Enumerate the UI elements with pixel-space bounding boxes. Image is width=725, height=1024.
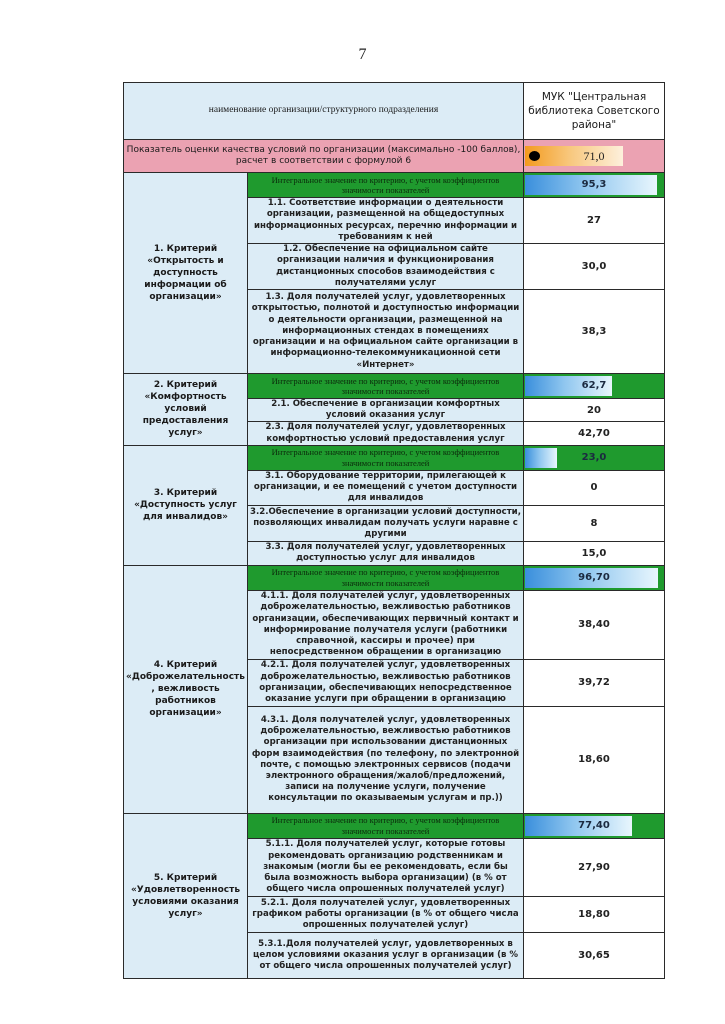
- criterion-2-integral-label: Интегральное значение по критерию, с учетом коэффициентов значимости показателей: [248, 374, 524, 399]
- indicator-4-1-1-value: 38,40: [524, 590, 665, 659]
- criterion-3-integral-label: Интегральное значение по критерию, с учетом коэффициентов значимости показателей: [248, 445, 524, 470]
- indicator-5-2-1-label: 5.2.1. Доля получателей услуг, удовлетворенных графиком работы организации (в % от общего числа опрошенных получателей услуг): [248, 896, 524, 932]
- criterion-1-name: 1. Критерий «Открытость и доступность информации об организации»: [124, 173, 248, 374]
- header-organization: МУК "Центральная библиотека Советского района": [524, 83, 665, 140]
- indicator-4-3-1-value: 18,60: [524, 706, 665, 813]
- page-number: 7: [358, 46, 367, 63]
- criterion-1-integral-label: Интегральное значение по критерию, с учетом коэффициентов значимости показателей: [248, 173, 524, 198]
- indicator-1-3-value: 38,3: [524, 290, 665, 374]
- indicator-3-1-value: 0: [524, 470, 665, 505]
- criterion-1-integral-cell: [524, 173, 665, 198]
- indicator-1-3-label: 1.3. Доля получателей услуг, удовлетворенных открытостью, полнотой и доступностью информации о деятельности организации, размещенной на информационных стендах в помещениях организации и на официальном сайте организации в информационно-телекоммуникационной сети «Интернет»: [248, 290, 524, 374]
- criterion-5-integral-value: 77,40: [578, 819, 610, 831]
- criterion-2-integral-row: [124, 374, 665, 399]
- indicator-4-3-1-label: 4.3.1. Доля получателей услуг, удовлетворенных доброжелательностью, вежливостью работников организации при использовании дистанционных форм взаимодействия (по телефону, по электронной почте, с помощью электронных сервисов (подачи электронного обращения/жалоб/предложений, записи на получение услуги, получение консультации по оказываемым услугам и пр.)): [248, 706, 524, 813]
- indicator-5-3-1-label: 5.3.1.Доля получателей услуг, удовлетворенных в целом условиями оказания услуг в организации (в % от общего числа опрошенных получателей услуг): [248, 932, 524, 978]
- indicator-1-2-value: 30,0: [524, 244, 665, 290]
- criterion-3-name: 3. Критерий «Доступность услуг для инвалидов»: [124, 445, 248, 565]
- indicator-3-2-label: 3.2.Обеспечение в организации условий доступности, позволяющих инвалидам получать услуги наравне с другими: [248, 505, 524, 541]
- indicator-3-1-label: 3.1. Оборудование территории, прилегающей к организации, и ее помещений с учетом доступности для инвалидов: [248, 470, 524, 505]
- quality-assessment-table: [123, 82, 665, 979]
- indicator-2-1-label: 2.1. Обеспечение в организации комфортных условий оказания услуг: [248, 399, 524, 422]
- indicator-5-3-1-value: 30,65: [524, 932, 665, 978]
- total-score-row: [124, 140, 665, 173]
- criterion-3-integral-row: [124, 445, 665, 470]
- criterion-1-integral-row: [124, 173, 665, 198]
- indicator-2-1-value: 20: [524, 399, 665, 422]
- indicator-5-2-1-value: 18,80: [524, 896, 665, 932]
- indicator-2-3-label: 2.3. Доля получателей услуг, удовлетворенных комфортностью условий предоставления услуг: [248, 422, 524, 445]
- indicator-5-1-1-value: 27,90: [524, 838, 665, 896]
- criterion-4-name: 4. Критерий «Доброжелательность , вежливость работников организации»: [124, 565, 248, 813]
- criterion-2-integral-value: 62,7: [581, 380, 607, 391]
- criterion-5-integral-row: [124, 813, 665, 838]
- indicator-3-3-value: 15,0: [524, 541, 665, 565]
- criterion-4-integral-row: [124, 565, 665, 590]
- criterion-4-integral-value: 96,70: [578, 571, 610, 583]
- criterion-2-name: 2. Критерий «Комфортность условий предоставления услуг»: [124, 374, 248, 446]
- indicator-1-2-label: 1.2. Обеспечение на официальном сайте организации наличия и функционирования дистанционных способов взаимодействия с получателями услуг: [248, 244, 524, 290]
- criterion-3-integral-cell: [524, 445, 665, 470]
- header-org-name-label: наименование организации/структурного подразделения: [124, 83, 524, 140]
- indicator-2-3-value: 42,70: [524, 422, 665, 445]
- total-score-value: 71,0: [583, 149, 605, 163]
- indicator-5-1-1-label: 5.1.1. Доля получателей услуг, которые готовы рекомендовать организацию родственникам и знакомым (могли бы ее рекомендовать, если бы была возможность выбора организации) (в % от общего числа опрошенных получателей услуг): [248, 838, 524, 896]
- indicator-1-1-value: 27: [524, 198, 665, 244]
- indicator-3-3-label: 3.3. Доля получателей услуг, удовлетворенных доступностью услуг для инвалидов: [248, 541, 524, 565]
- criterion-5-name: 5. Критерий «Удовлетворенность условиями оказания услуг»: [124, 813, 248, 978]
- criterion-4-integral-cell: [524, 565, 665, 590]
- total-score-cell: [524, 140, 665, 173]
- criterion-1-integral-value: 95,3: [581, 179, 607, 190]
- indicator-4-1-1-label: 4.1.1. Доля получателей услуг, удовлетворенных доброжелательностью, вежливостью работников организации, обеспечивающих первичный контакт и информирование получателя услуги (работники справочной, кассиры и прочее) при непосредственном обращении в организацию: [248, 590, 524, 659]
- total-score-label: Показатель оценки качества условий по организации (максимально -100 баллов), расчет в соответствии с формулой 6: [124, 140, 524, 173]
- header-row: [124, 83, 665, 140]
- criterion-2-integral-cell: [524, 374, 665, 399]
- criterion-4-integral-label: Интегральное значение по критерию, с учетом коэффициентов значимости показателей: [248, 565, 524, 590]
- criterion-5-integral-cell: [524, 813, 665, 838]
- criterion-5-integral-label: Интегральное значение по критерию, с учетом коэффициентов значимости показателей: [248, 813, 524, 838]
- indicator-4-2-1-value: 39,72: [524, 659, 665, 706]
- indicator-4-2-1-label: 4.2.1. Доля получателей услуг, удовлетворенных доброжелательностью, вежливостью работников организации, обеспечивающих непосредственное оказание услуги при обращении в организацию: [248, 659, 524, 706]
- indicator-1-1-label: 1.1. Соответствие информации о деятельности организации, размещенной на общедоступных информационных ресурсах, перечню информации и требованиям к ней: [248, 198, 524, 244]
- indicator-3-2-value: 8: [524, 505, 665, 541]
- criterion-3-integral-value: 23,0: [581, 451, 607, 463]
